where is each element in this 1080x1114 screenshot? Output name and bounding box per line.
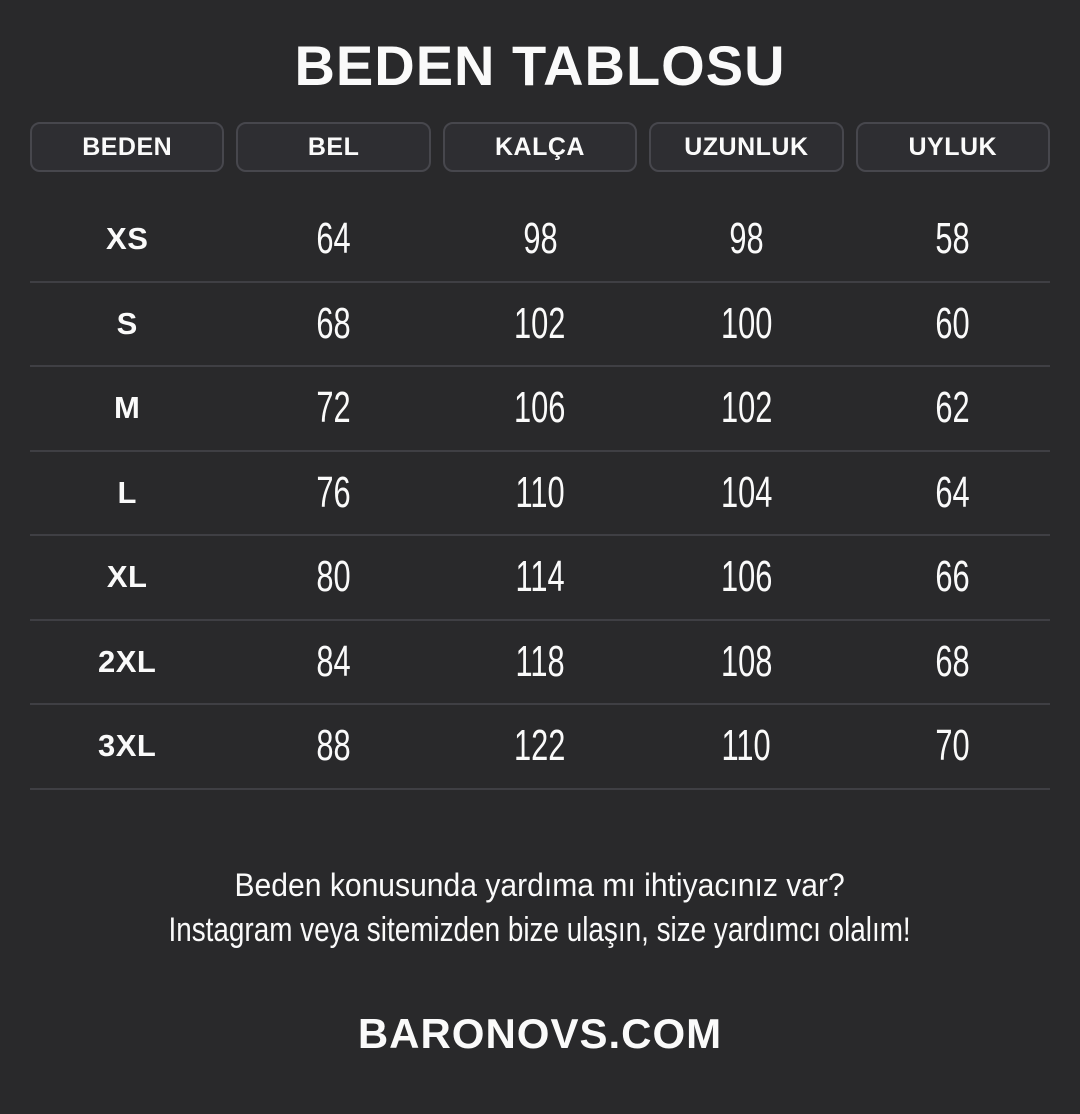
measurement-cell [649,637,843,687]
measurement-cell [856,637,1050,687]
help-text-line1 [30,862,1050,908]
measurement-cell [443,299,637,349]
help-text-line1-label: Beden konusunda yardıma mı ihtiyacınız var? [234,866,846,903]
size-cell: 2XL [98,643,157,679]
measurement-value: 66 [935,552,970,602]
table-row [30,198,1050,283]
measurement-value: 72 [316,383,351,433]
measurement-cell [236,383,430,433]
measurement-cell [236,214,430,264]
help-text-line2 [30,908,1050,952]
column-header-label: UZUNLUK [684,132,809,161]
measurement-value: 118 [515,636,565,686]
column-header-label: BEDEN [82,132,173,161]
measurement-cell [856,214,1050,264]
measurement-value: 80 [316,552,351,602]
measurement-value: 102 [720,383,773,433]
measurement-cell [649,383,843,433]
column-header-label: UYLUK [908,132,998,161]
column-header-label: KALÇA [494,132,585,161]
measurement-cell [856,299,1050,349]
measurement-cell [649,299,843,349]
table-body [30,198,1050,790]
table-row [30,452,1050,537]
measurement-cell [443,552,637,602]
measurement-cell [856,552,1050,602]
size-cell: XS [106,221,149,257]
measurement-cell [236,721,430,771]
measurement-value: 76 [316,467,351,517]
footer [30,862,1050,1060]
table-row [30,283,1050,368]
measurement-value: 68 [316,298,351,348]
measurement-cell [443,637,637,687]
measurement-cell [856,468,1050,518]
measurement-value: 100 [720,298,773,348]
measurement-cell [236,468,430,518]
measurement-cell [443,214,637,264]
table-row [30,367,1050,452]
measurement-cell [856,721,1050,771]
measurement-value: 98 [729,214,764,264]
measurement-cell [649,552,843,602]
page-title: BEDEN TABLOSU [294,34,786,97]
measurement-value: 62 [935,383,970,433]
size-cell: 3XL [98,728,157,764]
table-header-row [30,122,1050,172]
measurement-value: 110 [515,467,565,517]
measurement-value: 98 [522,214,558,264]
column-header-label: BEL [307,132,360,161]
size-cell: L [117,474,137,510]
size-cell: M [114,390,141,426]
column-header [649,122,843,172]
measurement-value: 60 [935,298,970,348]
measurement-value: 84 [316,636,351,686]
measurement-cell [649,721,843,771]
measurement-value: 58 [935,214,970,264]
measurement-value: 64 [935,467,970,517]
measurement-value: 104 [720,467,773,517]
measurement-value: 102 [514,298,566,348]
measurement-value: 106 [514,383,566,433]
measurement-value: 70 [935,721,970,771]
measurement-value: 110 [721,721,771,771]
column-header [856,122,1050,172]
brand-website: BARONOVS.COM [357,1009,723,1057]
measurement-value: 114 [515,552,565,602]
measurement-cell [236,637,430,687]
column-header [236,122,430,172]
measurement-cell [443,383,637,433]
column-header [30,122,224,172]
help-text-line2-label: Instagram veya sitemizden bize ulaşın, size yardımcı olalım! [168,910,912,949]
measurement-value: 64 [316,214,351,264]
column-header [443,122,637,172]
size-chart-page [0,34,1080,1114]
measurement-value: 108 [720,636,773,686]
measurement-cell [443,468,637,518]
table-row [30,536,1050,621]
size-cell: XL [106,559,148,595]
measurement-value: 68 [935,636,970,686]
measurement-value: 106 [720,552,773,602]
size-cell: S [116,305,138,341]
measurement-cell [649,468,843,518]
table-row [30,705,1050,790]
measurement-cell [856,383,1050,433]
measurement-cell [236,552,430,602]
measurement-value: 122 [514,721,566,771]
table-row [30,621,1050,706]
measurement-value: 88 [316,721,351,771]
measurement-cell [649,214,843,264]
measurement-cell [443,721,637,771]
measurement-cell [236,299,430,349]
